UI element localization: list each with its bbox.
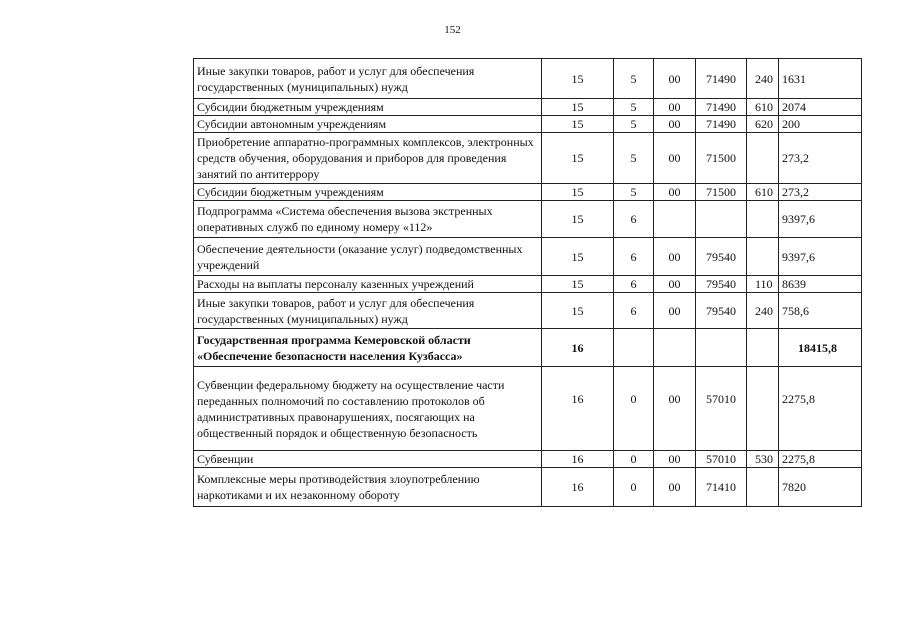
table-row	[194, 329, 862, 367]
row-section-code: 16	[542, 367, 614, 451]
row-expense-type: 620	[747, 116, 779, 133]
row-expense-type: 610	[747, 99, 779, 116]
row-amount: 9397,6	[779, 238, 862, 276]
row-amount: 200	[779, 116, 862, 133]
row-description: Иные закупки товаров, работ и услуг для обеспечения государственных (муниципальных) нужд	[194, 293, 542, 329]
row-description: Субвенции	[194, 451, 542, 468]
row-program-code: 00	[654, 184, 696, 201]
row-direction-code: 71410	[696, 468, 747, 507]
row-section-code: 16	[542, 329, 614, 367]
row-expense-type: 240	[747, 59, 779, 99]
row-direction-code: 71500	[696, 184, 747, 201]
row-program-code: 00	[654, 276, 696, 293]
row-expense-type	[747, 133, 779, 184]
row-direction-code: 71490	[696, 59, 747, 99]
row-expense-type	[747, 329, 779, 367]
row-direction-code: 57010	[696, 367, 747, 451]
row-subsection-code: 5	[614, 184, 654, 201]
page-number: 152	[444, 24, 461, 36]
row-subsection-code: 0	[614, 367, 654, 451]
budget-table	[193, 58, 862, 507]
row-section-code: 16	[542, 451, 614, 468]
row-amount: 273,2	[779, 133, 862, 184]
table-row	[194, 99, 862, 116]
row-direction-code: 79540	[696, 276, 747, 293]
row-subsection-code: 6	[614, 276, 654, 293]
table-row	[194, 201, 862, 238]
table-row	[194, 293, 862, 329]
table-row	[194, 184, 862, 201]
row-amount: 18415,8	[779, 329, 862, 367]
row-section-code: 15	[542, 201, 614, 238]
row-description: Обеспечение деятельности (оказание услуг) подведомственных учреждений	[194, 238, 542, 276]
row-subsection-code: 0	[614, 451, 654, 468]
row-expense-type	[747, 238, 779, 276]
row-section-code: 15	[542, 276, 614, 293]
table-row	[194, 116, 862, 133]
row-direction-code	[696, 329, 747, 367]
row-expense-type: 530	[747, 451, 779, 468]
row-amount: 2275,8	[779, 451, 862, 468]
row-subsection-code: 5	[614, 59, 654, 99]
row-section-code: 15	[542, 133, 614, 184]
row-amount: 8639	[779, 276, 862, 293]
row-program-code: 00	[654, 59, 696, 99]
row-section-code: 15	[542, 59, 614, 99]
row-subsection-code: 6	[614, 293, 654, 329]
row-program-code: 00	[654, 367, 696, 451]
table-row	[194, 238, 862, 276]
row-description: Субвенции федеральному бюджету на осуществление части переданных полномочий по составлению протоколов об административных правонарушениях, посягающих на общественный порядок и общественную безопасность	[194, 367, 542, 451]
row-program-code: 00	[654, 99, 696, 116]
row-section-code: 16	[542, 468, 614, 507]
row-description: Иные закупки товаров, работ и услуг для обеспечения государственных (муниципальных) нужд	[194, 59, 542, 99]
row-expense-type	[747, 468, 779, 507]
row-subsection-code: 6	[614, 201, 654, 238]
table-row	[194, 59, 862, 99]
row-description: Комплексные меры противодействия злоупотреблению наркотиками и их незаконному обороту	[194, 468, 542, 507]
row-description: Государственная программа Кемеровской области «Обеспечение безопасности населения Кузбасса»	[194, 329, 542, 367]
row-amount: 273,2	[779, 184, 862, 201]
row-program-code	[654, 201, 696, 238]
row-description: Приобретение аппаратно-программных комплексов, электронных средств обучения, оборудования и приборов для проведения занятий по антитеррору	[194, 133, 542, 184]
row-expense-type: 110	[747, 276, 779, 293]
row-section-code: 15	[542, 184, 614, 201]
row-program-code: 00	[654, 238, 696, 276]
row-subsection-code: 5	[614, 99, 654, 116]
row-description: Субсидии бюджетным учреждениям	[194, 184, 542, 201]
row-description: Субсидии автономным учреждениям	[194, 116, 542, 133]
table-row	[194, 367, 862, 451]
row-direction-code: 79540	[696, 238, 747, 276]
row-amount: 9397,6	[779, 201, 862, 238]
row-program-code	[654, 329, 696, 367]
row-program-code: 00	[654, 451, 696, 468]
row-amount: 2074	[779, 99, 862, 116]
table-row	[194, 276, 862, 293]
row-amount: 758,6	[779, 293, 862, 329]
row-expense-type: 240	[747, 293, 779, 329]
row-direction-code	[696, 201, 747, 238]
table-row	[194, 468, 862, 507]
table-body	[194, 59, 862, 507]
row-section-code: 15	[542, 116, 614, 133]
row-direction-code: 57010	[696, 451, 747, 468]
row-direction-code: 71500	[696, 133, 747, 184]
row-description: Расходы на выплаты персоналу казенных учреждений	[194, 276, 542, 293]
row-program-code: 00	[654, 133, 696, 184]
row-program-code: 00	[654, 468, 696, 507]
row-program-code: 00	[654, 293, 696, 329]
row-subsection-code: 6	[614, 238, 654, 276]
row-subsection-code	[614, 329, 654, 367]
row-amount: 7820	[779, 468, 862, 507]
row-subsection-code: 5	[614, 133, 654, 184]
row-program-code: 00	[654, 116, 696, 133]
table-row	[194, 133, 862, 184]
row-direction-code: 79540	[696, 293, 747, 329]
table-row	[194, 451, 862, 468]
row-expense-type	[747, 367, 779, 451]
row-amount: 1631	[779, 59, 862, 99]
row-description: Подпрограмма «Система обеспечения вызова экстренных оперативных служб по единому номеру «112»	[194, 201, 542, 238]
row-direction-code: 71490	[696, 99, 747, 116]
row-section-code: 15	[542, 238, 614, 276]
row-subsection-code: 0	[614, 468, 654, 507]
row-section-code: 15	[542, 99, 614, 116]
row-section-code: 15	[542, 293, 614, 329]
row-direction-code: 71490	[696, 116, 747, 133]
row-description: Субсидии бюджетным учреждениям	[194, 99, 542, 116]
row-expense-type: 610	[747, 184, 779, 201]
row-amount: 2275,8	[779, 367, 862, 451]
row-expense-type	[747, 201, 779, 238]
row-subsection-code: 5	[614, 116, 654, 133]
